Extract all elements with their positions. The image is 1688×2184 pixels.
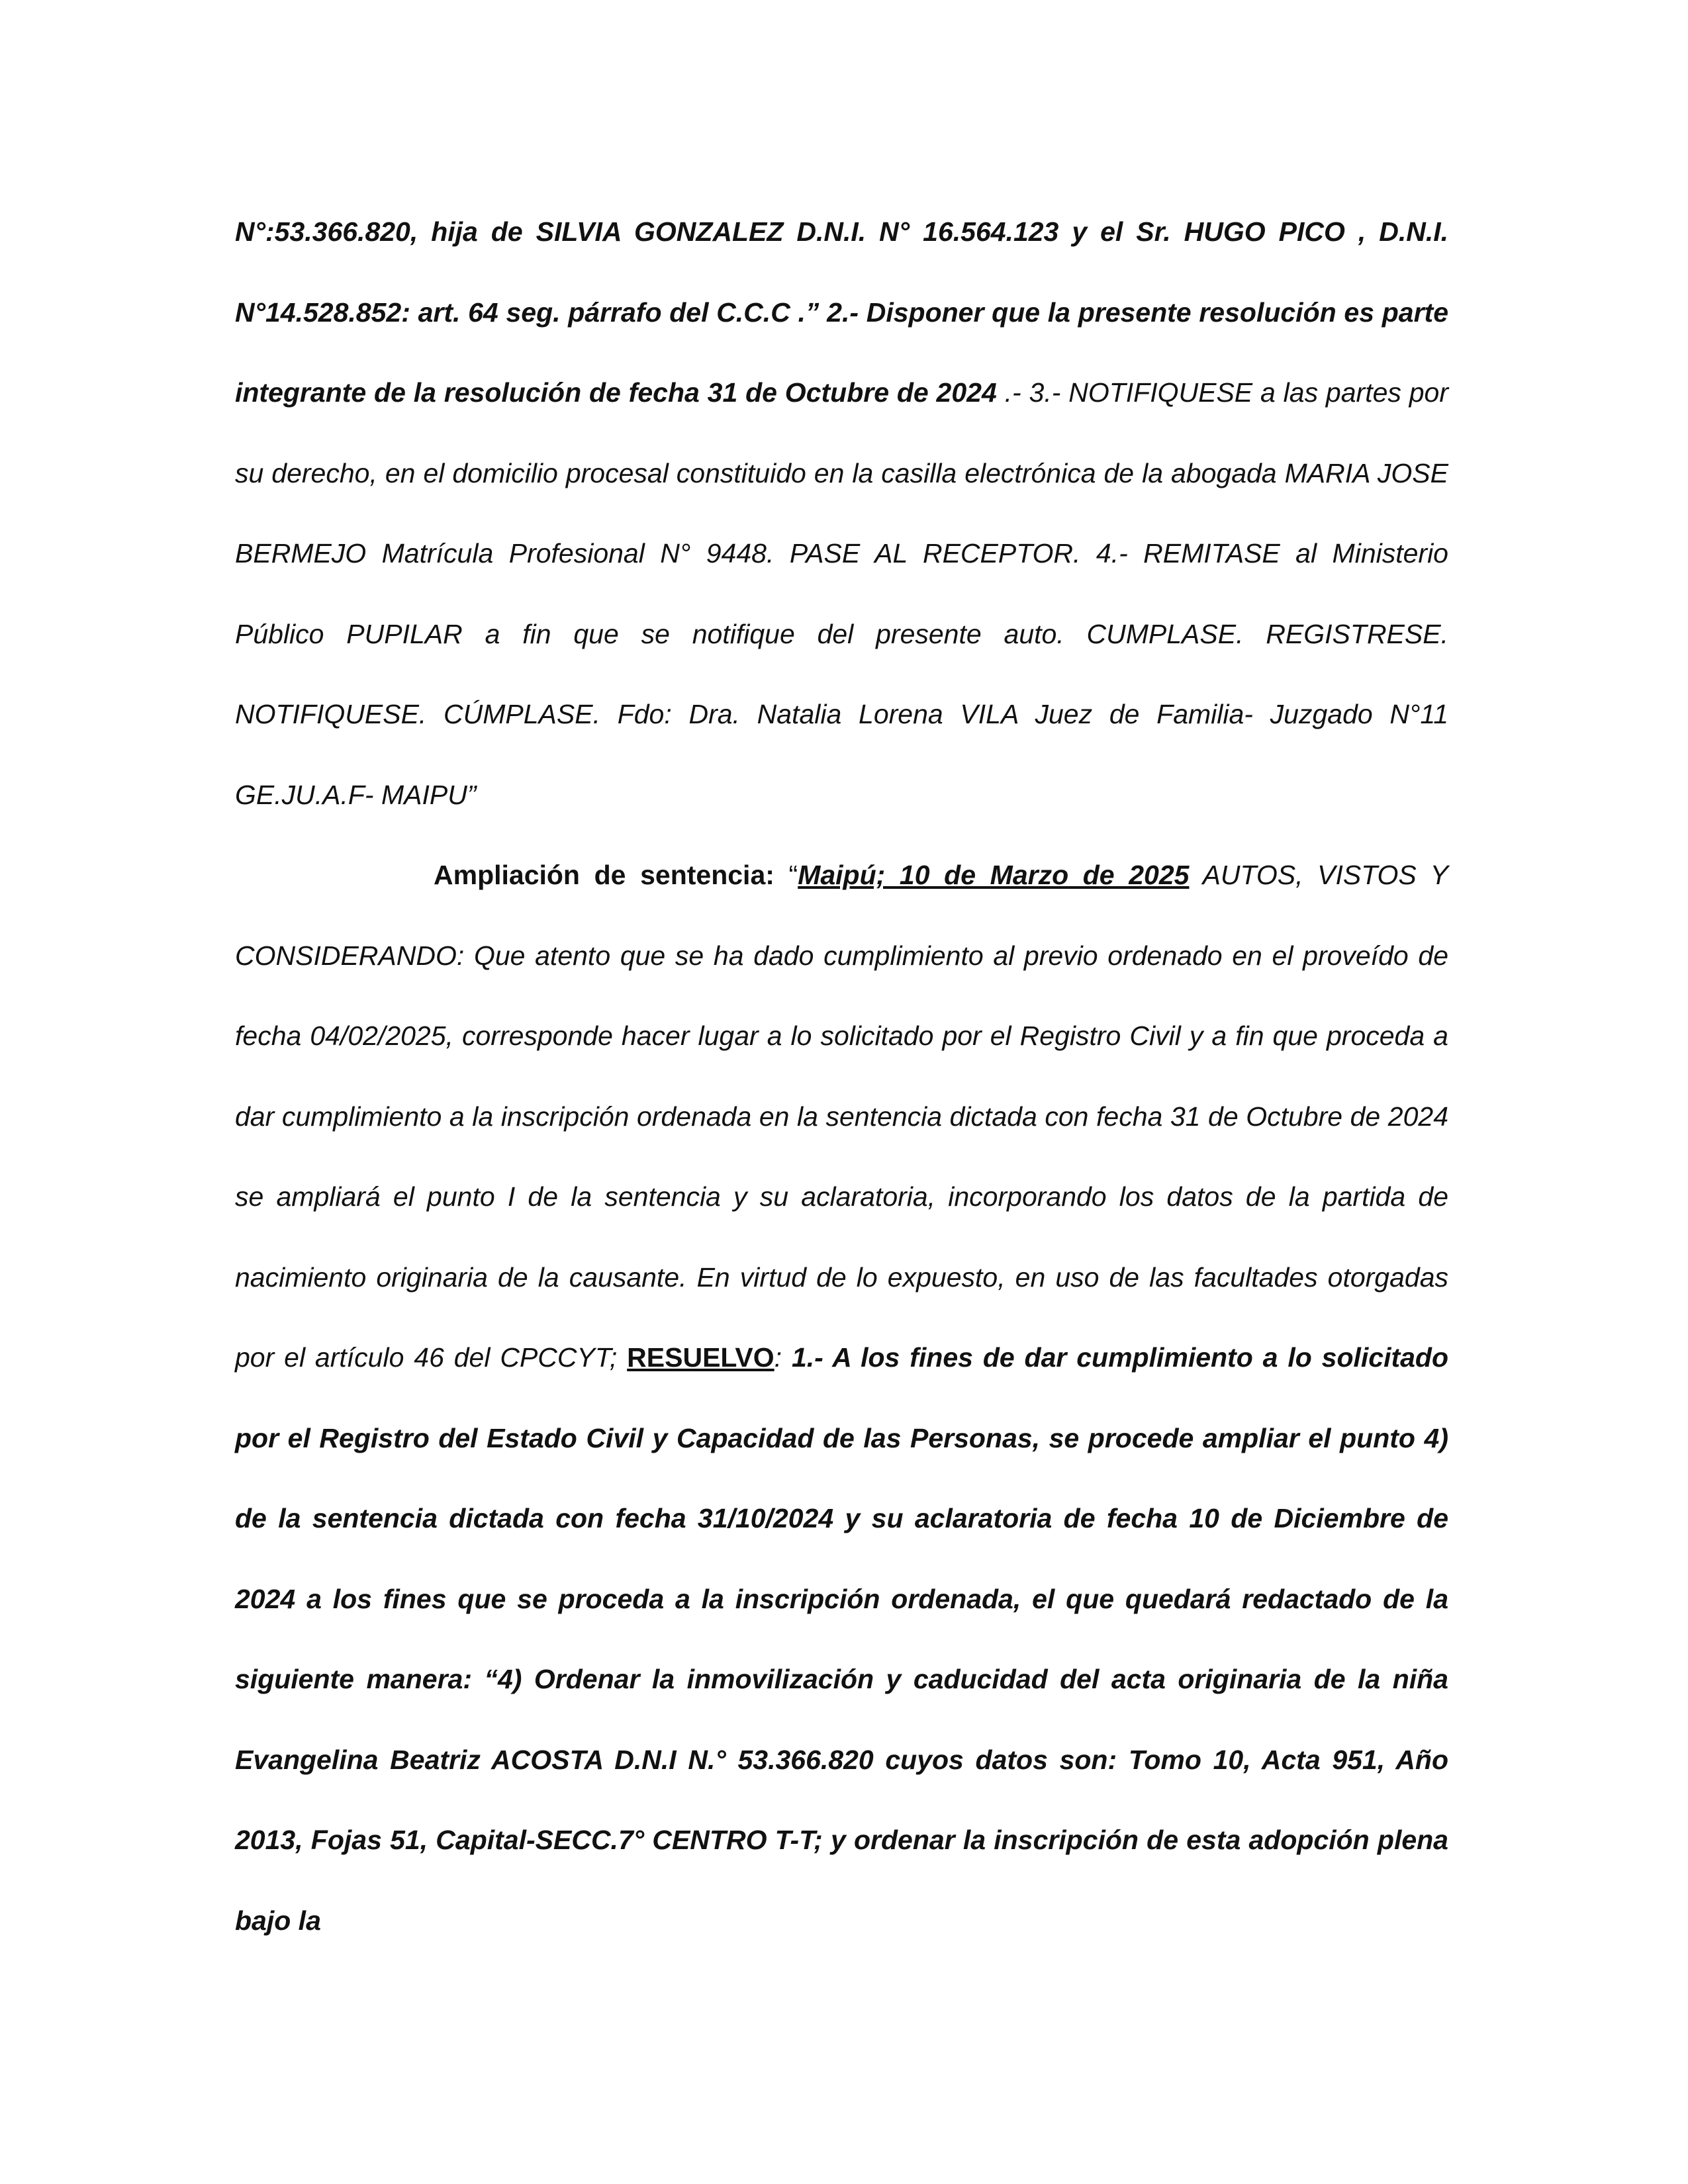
paragraph-resolution-end	[235, 192, 1448, 835]
ampliacion-heading: Ampliación de sentencia:	[434, 860, 774, 890]
quote-open: “	[774, 860, 798, 890]
ruling-text: 1.- A los fines de dar cumplimiento a lo solicitado por el Registro del Estado Civil y Capacidad de las Personas, se procede ampliar el punto 4) de la sentencia dictada con fecha 31/10/2024 y su aclaratoria de fecha 10 de Diciembre de 2024 a los fines que se proceda a la inscripción ordenada, el que quedará redactado de la siguiente manera: “4) Ordenar la inmovilización y caducidad del acta originaria de la niña Evangelina Beatriz ACOSTA D.N.I N.° 53.366.820 cuyos datos son: Tomo 10, Acta 951, Año 2013, Fojas 51, Capital-SECC.7° CENTRO T-T; y ordenar la inscripción de esta adopción plena bajo la	[235, 1342, 1449, 1936]
resuelvo-label: RESUELVO	[627, 1342, 774, 1373]
document-body	[235, 192, 1448, 1961]
resuelvo-colon: :	[774, 1342, 782, 1373]
notification-text: .- 3.- NOTIFIQUESE a las partes por su derecho, en el domicilio procesal constituido en la casilla electrónica de la abogada MARIA JOSE BERMEJO Matrícula Profesional N° 9448. PASE AL RECEPTOR. 4.- REMITASE al Ministerio Público PUPILAR a fin que se notifique del presente auto. CUMPLASE. REGISTRESE. NOTIFIQUESE. CÚMPLASE. Fdo: Dra. Natalia Lorena VILA Juez de Familia- Juzgado N°11 GE.JU.A.F- MAIPU”	[235, 377, 1448, 810]
paragraph-ampliacion	[235, 835, 1448, 1961]
considerando-text: AUTOS, VISTOS Y CONSIDERANDO: Que atento que se ha dado cumplimiento al previo ordenado en el proveído de fecha 04/02/2025, corresponde hacer lugar a lo solicitado por el Registro Civil y a fin que proceda a dar cumplimiento a la inscripción ordenada en la sentencia dictada con fecha 31 de Octubre de 2024 se ampliará el punto I de la sentencia y su aclaratoria, incorporando los datos de la partida de nacimiento originaria de la causante. En virtud de lo expuesto, en uso de las facultades otorgadas por el artículo 46 del CPCCYT;	[235, 860, 1448, 1373]
resolution-text-bold: N°:53.366.820, hija de SILVIA GONZALEZ D.N.I. N° 16.564.123 y el Sr. HUGO PICO , D.N.I. N°14.528.852: art. 64 seg. párrafo del C.C.C .” 2.- Disponer que la presente resolución es parte integrante de la resolución de fecha 31 de Octubre de 2024	[235, 216, 1448, 408]
ampliacion-date: Maipú; 10 de Marzo de 2025	[798, 860, 1190, 890]
